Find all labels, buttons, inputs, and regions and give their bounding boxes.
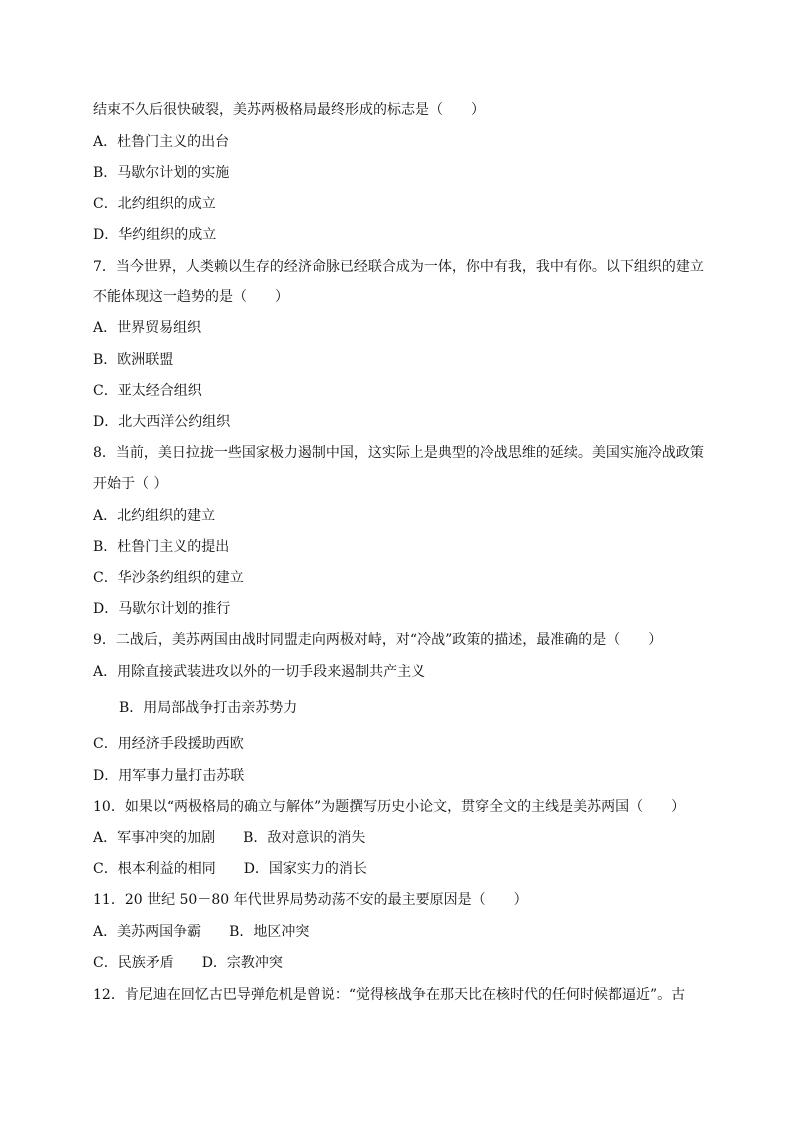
q7-option-c: C．亚太经合组织: [93, 383, 202, 399]
q8-option-d: D．马歇尔计划的推行: [93, 601, 231, 617]
q9-stem: 9．二战后，美苏两国由战时同盟走向两极对峙，对“冷战”政策的描述，最准确的是（ ）: [93, 632, 663, 648]
q6-option-c: C．北约组织的成立: [93, 196, 216, 212]
q8-option-b: B．杜鲁门主义的提出: [93, 539, 230, 555]
q10-options-ab: A．军事冲突的加剧 B．敌对意识的消失: [93, 830, 366, 846]
q7-stem-continued: 不能体现这一趋势的是（ ）: [93, 289, 289, 305]
q7-stem: 7．当今世界，人类赖以生存的经济命脉已经联合成为一体，你中有我，我中有你。以下组织的建立: [93, 259, 704, 275]
q11-options-ab: A．美苏两国争霸 B．地区冲突: [93, 924, 310, 940]
q9-option-a: A．用除直接武装进攻以外的一切手段来遏制共产主义: [93, 664, 426, 680]
q9-option-d: D．用军事力量打击苏联: [93, 768, 245, 784]
q6-option-b: B．马歇尔计划的实施: [93, 165, 230, 181]
q12-stem: 12．肯尼迪在回忆古巴导弹危机是曾说：“觉得核战争在那天比在核时代的任何时候都逼近”。古: [93, 987, 686, 1003]
q8-stem-continued: 开始于（ ）: [93, 476, 168, 492]
q7-option-a: A．世界贸易组织: [93, 320, 202, 336]
q7-option-b: B．欧洲联盟: [93, 352, 174, 368]
q6-option-a: A．杜鲁门主义的出台: [93, 134, 230, 150]
q9-option-b: B．用局部战争打击亲苏势力: [119, 700, 298, 716]
q9-option-c: C．用经济手段援助西欧: [93, 736, 244, 752]
q6-option-d: D．华约组织的成立: [93, 227, 217, 243]
q7-option-d: D．北大西洋公约组织: [93, 414, 231, 430]
q11-options-cd: C．民族矛盾 D．宗教冲突: [93, 955, 283, 971]
q8-stem: 8．当前，美日拉拢一些国家极力遏制中国，这实际上是典型的冷战思维的延续。美国实施冷战政策: [93, 445, 704, 461]
q6-stem-continued: 结束不久后很快破裂，美苏两极格局最终形成的标志是（ ）: [93, 102, 485, 118]
q11-stem: 11．20 世纪 50－80 年代世界局势动荡不安的最主要原因是（ ）: [93, 892, 528, 908]
q8-option-a: A．北约组织的建立: [93, 508, 216, 524]
q8-option-c: C．华沙条约组织的建立: [93, 570, 244, 586]
q10-options-cd: C．根本利益的相同 D．国家实力的消长: [93, 861, 367, 877]
q10-stem: 10．如果以“两极格局的确立与解体”为题撰写历史小论文，贯穿全文的主线是美苏两国（ ）: [93, 799, 686, 815]
